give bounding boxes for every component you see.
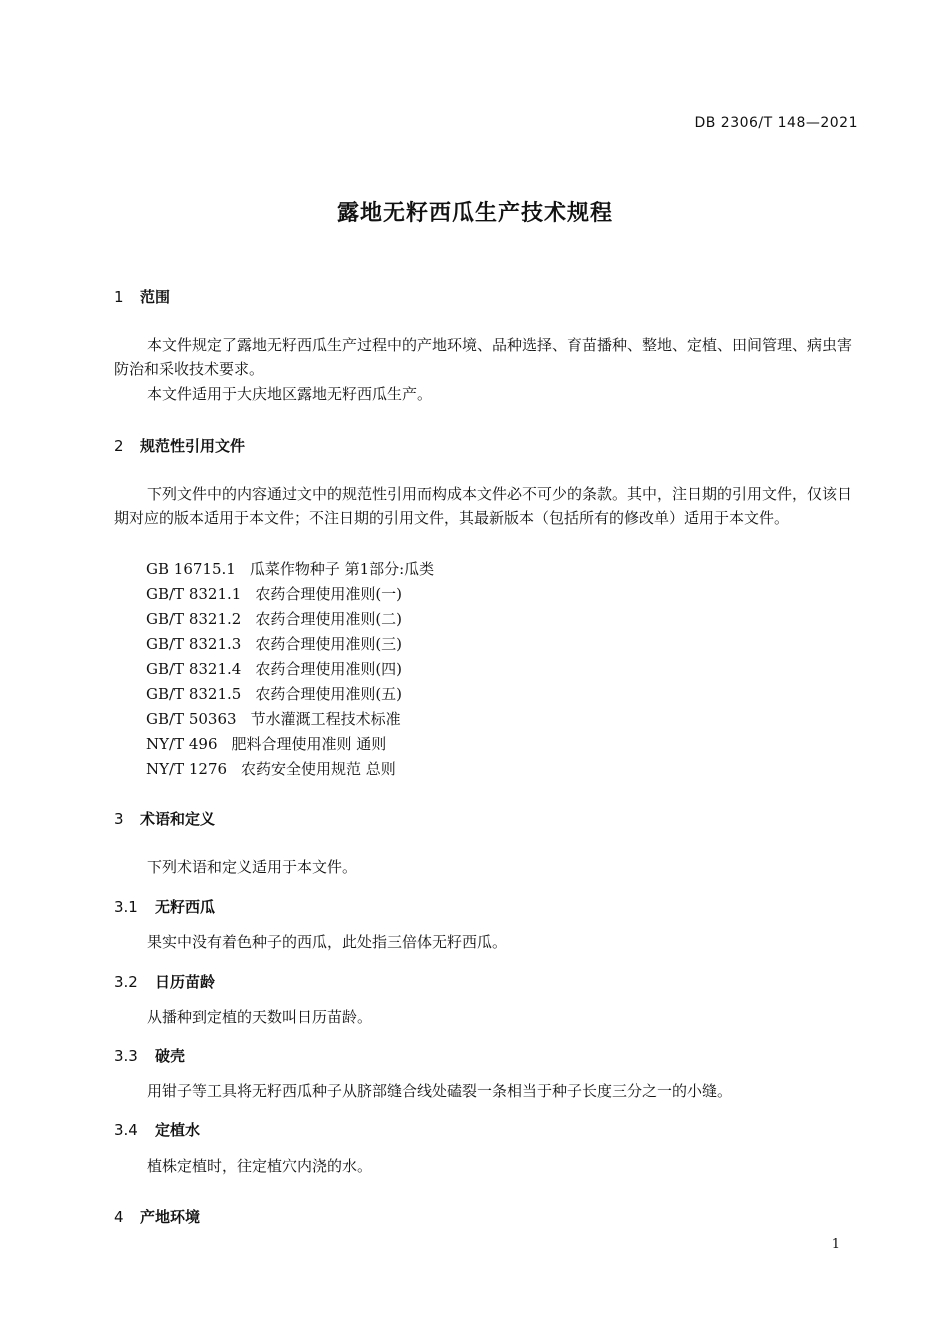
reference-item — [146, 733, 386, 754]
section-title: 规范性引用文件 — [140, 437, 246, 455]
reference-name: 农药合理使用准则(二) — [255, 610, 403, 628]
term-name: 无籽西瓜 — [155, 898, 216, 916]
section-number: 4 — [114, 1208, 124, 1226]
reference-item — [146, 683, 402, 704]
section-title: 产地环境 — [140, 1208, 201, 1226]
term-number: 3.1 — [114, 898, 138, 916]
document-title: 露地无籽西瓜生产技术规程 — [336, 201, 613, 226]
reference-item — [146, 708, 401, 729]
reference-item — [146, 608, 402, 629]
section-1-heading — [114, 286, 170, 307]
reference-code: NY/T 1276 — [146, 760, 228, 778]
term-number: 3.2 — [114, 973, 138, 991]
reference-name: 农药合理使用准则(五) — [255, 685, 403, 703]
section-3-heading — [114, 808, 215, 829]
reference-code: NY/T 496 — [146, 735, 218, 753]
term-heading — [114, 896, 215, 917]
term-name: 日历苗龄 — [155, 973, 216, 991]
section-4-heading — [114, 1206, 200, 1227]
term-heading — [114, 1045, 185, 1066]
page-number: 1 — [831, 1237, 840, 1252]
term-name: 定植水 — [155, 1121, 201, 1139]
paragraph: 本文件适用于大庆地区露地无籽西瓜生产。 — [147, 385, 433, 403]
term-definition: 植株定植时，往定植穴内浇的水。 — [147, 1157, 373, 1175]
section-title: 术语和定义 — [140, 810, 216, 828]
reference-item — [146, 758, 396, 779]
reference-name: 节水灌溉工程技术标准 — [250, 710, 401, 728]
reference-name: 肥料合理使用准则 通则 — [231, 735, 387, 753]
paragraph: 本文件规定了露地无籽西瓜生产过程中的产地环境、品种选择、育苗播种、整地、定植、田间管理、病虫害防治和采收技术要求。 — [114, 336, 853, 378]
term-heading — [114, 1119, 200, 1140]
term-number: 3.3 — [114, 1047, 138, 1065]
term-definition: 用钳子等工具将无籽西瓜种子从脐部缝合线处磕裂一条相当于种子长度三分之一的小缝。 — [147, 1082, 733, 1100]
term-heading — [114, 971, 215, 992]
section-title: 范围 — [140, 288, 171, 306]
reference-item — [146, 633, 402, 654]
reference-name: 农药安全使用规范 总则 — [241, 760, 396, 778]
term-name: 破壳 — [155, 1047, 186, 1065]
section-number: 2 — [114, 437, 124, 455]
section-number: 1 — [114, 288, 124, 306]
reference-name: 农药合理使用准则(三) — [255, 635, 403, 653]
paragraph: 下列术语和定义适用于本文件。 — [147, 858, 358, 876]
reference-code: GB/T 8321.1 — [146, 585, 242, 603]
reference-name: 农药合理使用准则(四) — [255, 660, 403, 678]
reference-name: 瓜菜作物种子 第1部分:瓜类 — [249, 560, 435, 578]
section-2-heading — [114, 435, 245, 456]
reference-item — [146, 658, 402, 679]
paragraph: 下列文件中的内容通过文中的规范性引用而构成本文件必不可少的条款。其中，注日期的引用文件，仅该日期对应的版本适用于本文件；不注日期的引用文件，其最新版本（包括所有的修改单）适用于本文件。 — [114, 485, 853, 527]
reference-code: GB/T 8321.4 — [146, 660, 242, 678]
term-definition: 果实中没有着色种子的西瓜，此处指三倍体无籽西瓜。 — [147, 933, 508, 951]
term-number: 3.4 — [114, 1121, 138, 1139]
reference-code: GB/T 8321.5 — [146, 685, 242, 703]
reference-code: GB 16715.1 — [146, 560, 236, 578]
reference-name: 农药合理使用准则(一) — [255, 585, 403, 603]
reference-code: GB/T 8321.3 — [146, 635, 242, 653]
reference-item — [146, 583, 402, 604]
reference-code: GB/T 50363 — [146, 710, 237, 728]
document-number: DB 2306/T 148—2021 — [694, 115, 858, 131]
term-definition: 从播种到定植的天数叫日历苗龄。 — [147, 1008, 373, 1026]
section-number: 3 — [114, 810, 124, 828]
reference-code: GB/T 8321.2 — [146, 610, 242, 628]
reference-item — [146, 558, 434, 579]
